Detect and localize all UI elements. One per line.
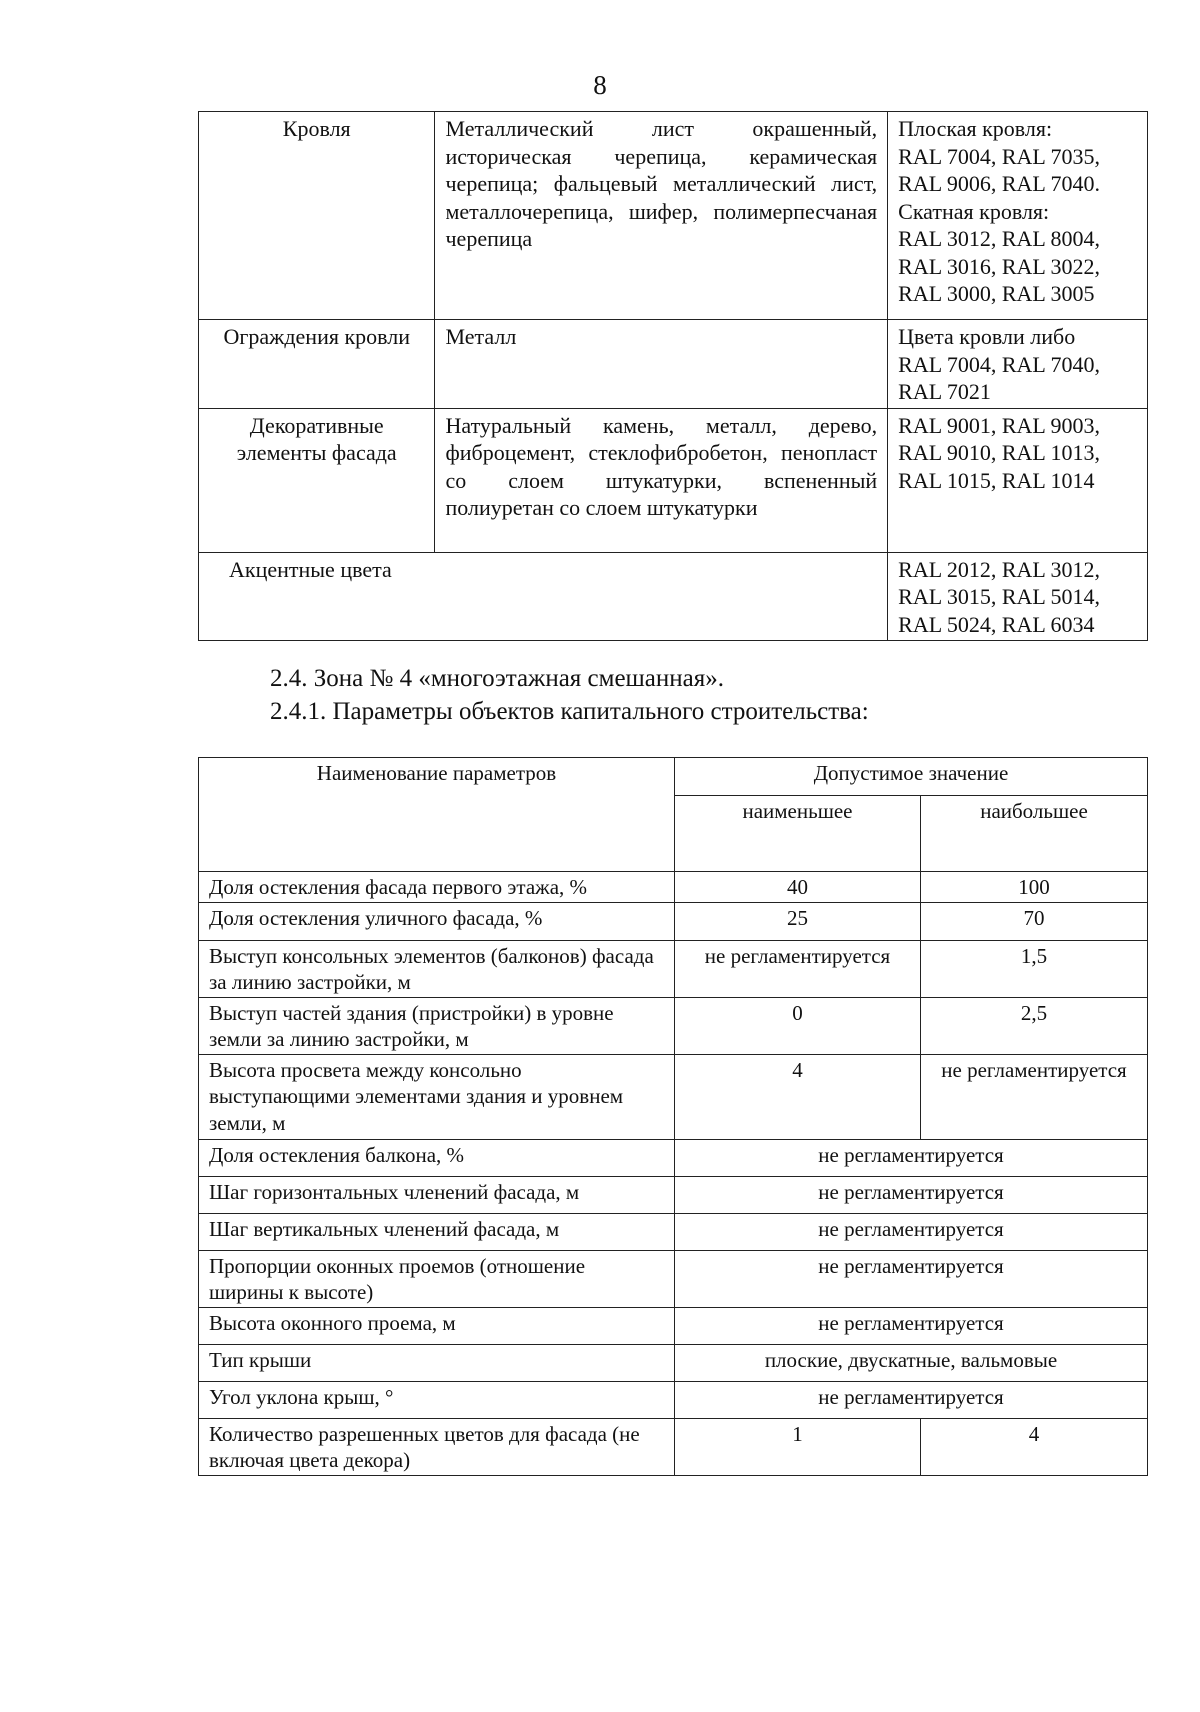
color-line: RAL 3016, RAL 3022, <box>898 253 1101 279</box>
param-max: 70 <box>921 902 1148 940</box>
param-max: 2,5 <box>921 997 1148 1054</box>
header-min-cell: наименьшее <box>675 796 921 872</box>
param-max: 4 <box>921 1418 1148 1475</box>
colors-cell <box>888 408 1148 552</box>
param-value: плоские, двускатные, вальмовые <box>675 1344 1148 1381</box>
accent-colors-label: Акцентные цвета <box>229 556 392 582</box>
header-name-cell: Наименование параметров <box>199 758 675 872</box>
table-row <box>199 940 1148 997</box>
param-max: 100 <box>921 872 1148 903</box>
param-max: 1,5 <box>921 940 1148 997</box>
color-line: Цвета кровли либо <box>898 324 1076 349</box>
param-name: Угол уклона крыш, ° <box>199 1381 675 1418</box>
colors-cell <box>888 552 1148 641</box>
param-value: не регламентируется <box>675 1139 1148 1176</box>
param-value: не регламентируется <box>675 1213 1148 1250</box>
color-line: RAL 7021 <box>898 379 991 404</box>
params-heading: 2.4.1. Параметры объектов капитального строительства: <box>270 698 869 725</box>
color-line: RAL 3012, RAL 8004, <box>898 226 1101 251</box>
element-cell <box>199 552 888 641</box>
param-name: Доля остекления балкона, % <box>199 1139 675 1176</box>
param-name: Доля остекления фасада первого этажа, % <box>199 872 675 903</box>
param-max: не регламентируется <box>921 1054 1148 1139</box>
color-line: RAL 9006, RAL 7040. <box>898 171 1101 196</box>
param-min: 1 <box>675 1418 921 1475</box>
table-row <box>199 1139 1148 1176</box>
color-line: Плоская кровля: <box>898 116 1053 141</box>
table-row <box>199 552 1148 641</box>
element-cell: Кровля <box>199 112 435 320</box>
material-cell: Металл <box>435 320 888 409</box>
color-line: RAL 9010, RAL 1013, <box>898 440 1101 465</box>
header-allowed-cell: Допустимое значение <box>675 758 1148 796</box>
table-row <box>199 872 1148 903</box>
table-row <box>199 408 1148 552</box>
param-min: 4 <box>675 1054 921 1139</box>
table-row <box>199 320 1148 409</box>
color-line: RAL 3000, RAL 3005 <box>898 281 1095 306</box>
element-cell: Ограждения кровли <box>199 320 435 409</box>
header-max-cell: наибольшее <box>921 796 1148 872</box>
table-row <box>199 1250 1148 1307</box>
color-line: Скатная кровля: <box>898 198 1050 224</box>
table-row <box>199 902 1148 940</box>
param-min: 40 <box>675 872 921 903</box>
param-name: Выступ частей здания (пристройки) в уровне земли за линию застройки, м <box>199 997 675 1054</box>
color-line: RAL 3015, RAL 5014, <box>898 584 1101 609</box>
table-row <box>199 1213 1148 1250</box>
param-name: Выступ консольных элементов (балконов) фасада за линию застройки, м <box>199 940 675 997</box>
material-cell: Металлический лист окрашенный, историческая черепица, керамическая черепица; фальцевый металлический лист, металлочерепица, шифер, полимерпесчаная черепица <box>435 112 888 320</box>
element-cell: Декоративные элементы фасада <box>199 408 435 552</box>
table-row <box>199 112 1148 320</box>
table-row <box>199 1307 1148 1344</box>
param-name: Шаг горизонтальных членений фасада, м <box>199 1176 675 1213</box>
param-name: Высота оконного проема, м <box>199 1307 675 1344</box>
colors-cell <box>888 112 1148 320</box>
material-cell: Натуральный камень, металл, дерево, фиброцемент, стеклофибробетон, пенопласт со слоем штукатурки, вспененный полиуретан со слоем штукатурки <box>435 408 888 552</box>
color-line: RAL 5024, RAL 6034 <box>898 611 1095 637</box>
table-row <box>199 997 1148 1054</box>
header-row <box>199 758 1148 796</box>
param-name: Количество разрешенных цветов для фасада (не включая цвета декора) <box>199 1418 675 1475</box>
color-line: RAL 7004, RAL 7035, <box>898 143 1101 169</box>
param-name: Тип крыши <box>199 1344 675 1381</box>
parameters-table <box>198 757 1148 1476</box>
param-name: Пропорции оконных проемов (отношение ширины к высоте) <box>199 1250 675 1307</box>
color-line: RAL 1015, RAL 1014 <box>898 467 1095 493</box>
param-value: не регламентируется <box>675 1381 1148 1418</box>
colors-cell <box>888 320 1148 409</box>
param-value: не регламентируется <box>675 1176 1148 1213</box>
param-min: не регламентируется <box>675 940 921 997</box>
color-line: RAL 2012, RAL 3012, <box>898 556 1101 582</box>
param-name: Шаг вертикальных членений фасада, м <box>199 1213 675 1250</box>
color-line: RAL 7004, RAL 7040, <box>898 351 1101 377</box>
table-row <box>199 1418 1148 1475</box>
param-min: 0 <box>675 997 921 1054</box>
table-row <box>199 1054 1148 1139</box>
table-row <box>199 1381 1148 1418</box>
zone-heading: 2.4. Зона № 4 «многоэтажная смешанная». <box>270 665 725 692</box>
param-min: 25 <box>675 902 921 940</box>
table-row <box>199 1344 1148 1381</box>
param-value: не регламентируется <box>675 1250 1148 1307</box>
param-value: не регламентируется <box>675 1307 1148 1344</box>
param-name: Доля остекления уличного фасада, % <box>199 902 675 940</box>
param-name: Высота просвета между консольно выступающими элементами здания и уровнем земли, м <box>199 1054 675 1139</box>
color-line: RAL 9001, RAL 9003, <box>898 412 1101 438</box>
page-number: 8 <box>593 70 607 100</box>
table-row <box>199 1176 1148 1213</box>
facade-materials-table <box>198 111 1148 641</box>
